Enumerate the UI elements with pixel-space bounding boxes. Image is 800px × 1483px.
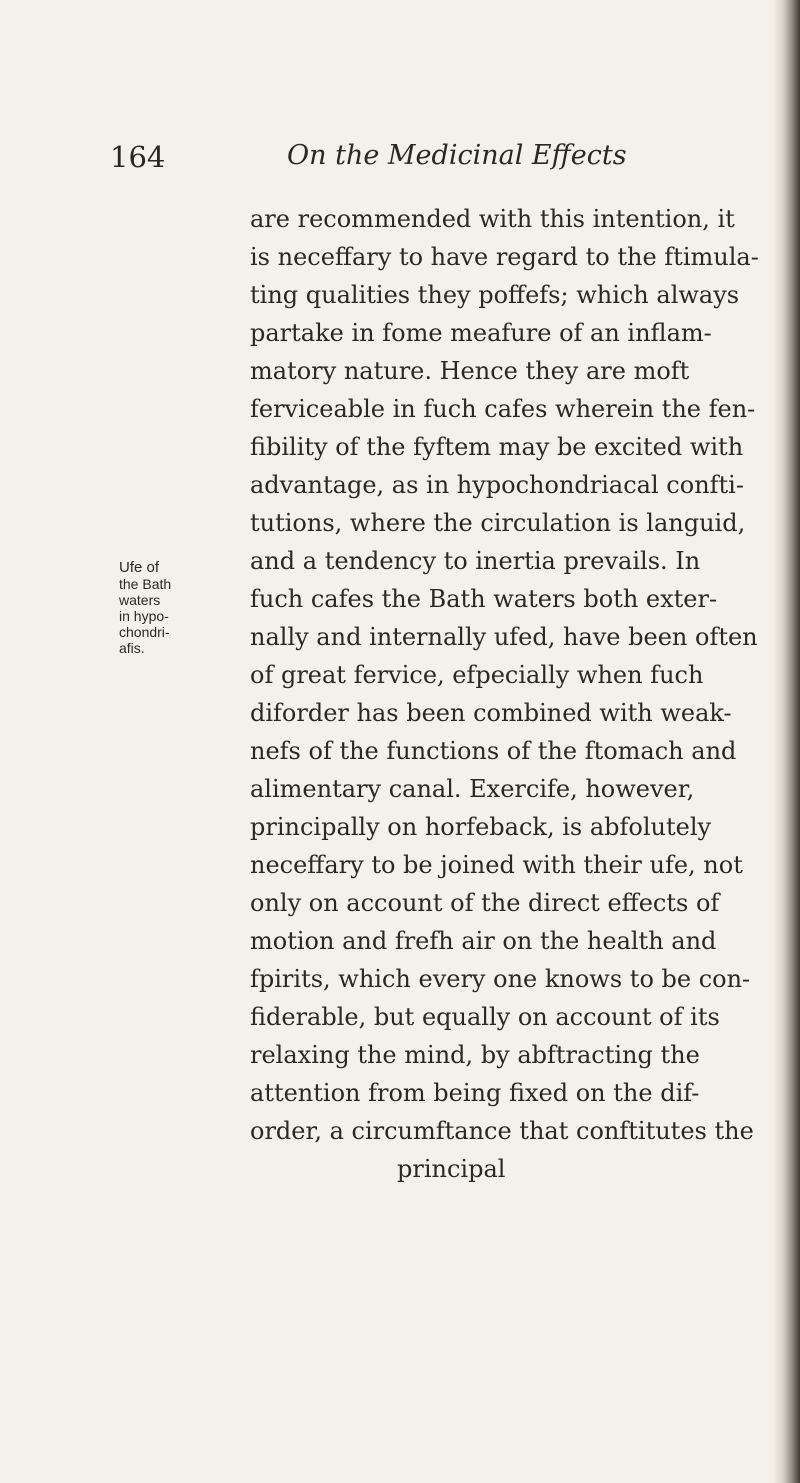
text-line: diforder has been combined with weak- (250, 699, 732, 727)
page-edge-shadow (774, 0, 800, 1483)
text-line: nally and internally ufed, have been often (250, 623, 758, 651)
margin-note-line: in hypo- (119, 608, 169, 624)
text-line: are recommended with this intention, it (250, 205, 735, 233)
text-line: partake in fome meafure of an inflam- (250, 319, 712, 347)
text-line: fibility of the fyftem may be excited with (250, 433, 744, 461)
text-line: ferviceable in fuch cafes wherein the fen- (250, 395, 756, 423)
margin-note-line: afis. (119, 640, 145, 656)
text-line: motion and frefh air on the health and (250, 927, 717, 955)
text-line: order, a circumftance that conftitutes the (250, 1117, 754, 1145)
margin-note-line: waters (119, 592, 161, 608)
text-line: is neceffary to have regard to the ftimula- (250, 243, 759, 271)
margin-note-line: the Bath (119, 576, 172, 592)
text-line: only on account of the direct effects of (250, 889, 720, 917)
page-number: 164 (110, 140, 166, 174)
catchword: principal (397, 1155, 506, 1183)
text-line: nefs of the functions of the ftomach and (250, 737, 737, 765)
text-line: principally on horfeback, is abfolutely (250, 813, 712, 841)
text-line: ting qualities they poffefs; which always (250, 281, 740, 309)
text-line: fpirits, which every one knows to be con- (250, 965, 751, 993)
text-line: attention from being fixed on the dif- (250, 1079, 700, 1107)
text-line: neceffary to be joined with their ufe, not (250, 851, 743, 879)
margin-note (119, 560, 194, 656)
text-line: matory nature. Hence they are moft (250, 357, 690, 385)
text-line: and a tendency to inertia prevails. In (250, 547, 701, 575)
text-line: relaxing the mind, by abftracting the (250, 1041, 700, 1069)
margin-note-line: Ufe of (119, 559, 160, 576)
text-line: fiderable, but equally on account of its (250, 1003, 720, 1031)
body-text (250, 200, 770, 1188)
text-line: advantage, as in hypochondriacal confti- (250, 471, 744, 499)
page-header (110, 140, 730, 180)
running-title: On the Medicinal Effects (287, 140, 627, 171)
text-line: alimentary canal. Exercife, however, (250, 775, 695, 803)
text-line: tutions, where the circulation is languid, (250, 509, 746, 537)
text-line: of great fervice, efpecially when fuch (250, 661, 704, 689)
margin-note-line: chondri- (119, 624, 170, 640)
text-line: fuch cafes the Bath waters both exter- (250, 585, 718, 613)
